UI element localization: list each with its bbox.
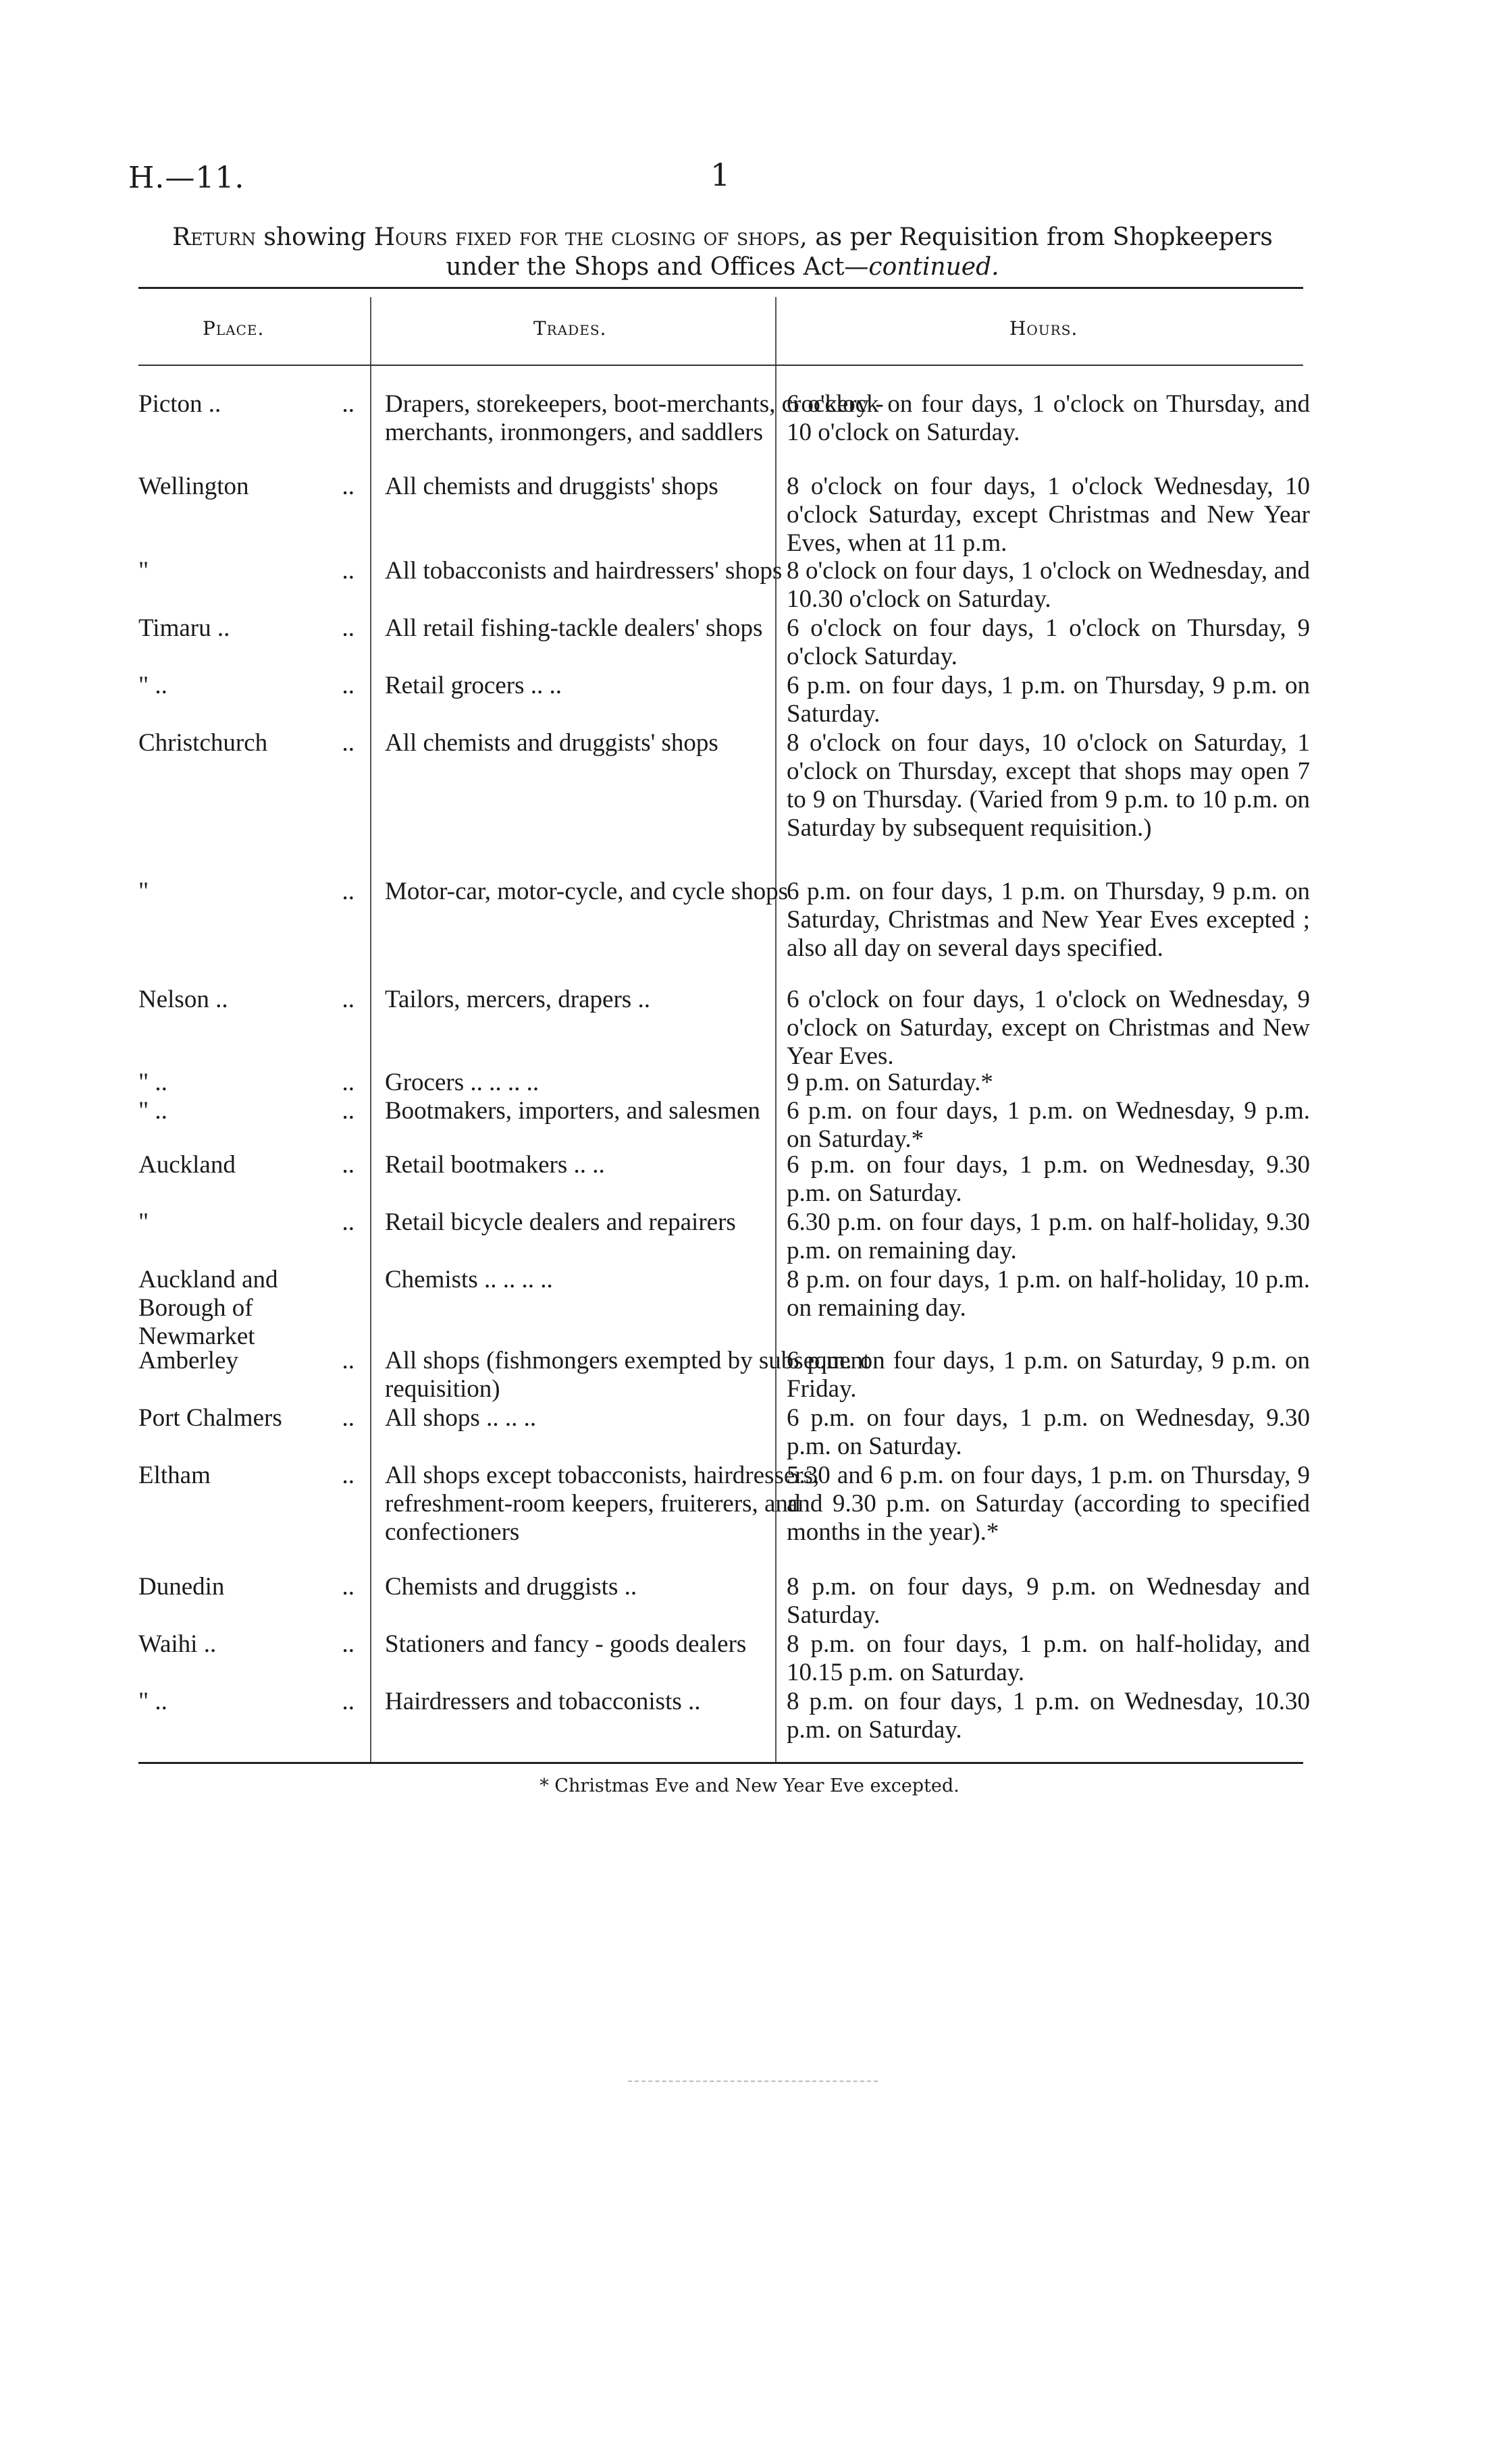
footnote: * Christmas Eve and New Year Eve excepted. <box>540 1775 959 1796</box>
trade-cell: Retail bicycle dealers and repairers <box>385 1208 736 1236</box>
place-cell: Eltham <box>138 1462 211 1489</box>
hours-cell: 6 p.m. on four days, 1 p.m. on Wednesday, 9.30 p.m. on Saturday. <box>787 1151 1310 1207</box>
place-cell: " .. <box>138 1097 167 1125</box>
column-divider-left <box>370 297 371 1762</box>
place-leader: .. <box>342 473 354 500</box>
place-leader: .. <box>342 1097 354 1125</box>
hours-cell: 6 o'clock on four days, 1 o'clock on Thursday, and 10 o'clock on Saturday. <box>787 390 1310 446</box>
place-cell: Wellington <box>138 473 249 500</box>
trade-cell: All chemists and druggists' shops <box>385 729 718 757</box>
hours-cell: 8 p.m. on four days, 1 p.m. on half-holiday, 10 p.m. on remaining day. <box>787 1266 1310 1322</box>
place-leader: .. <box>342 1462 354 1489</box>
hours-cell: 6 p.m. on four days, 1 p.m. on Thursday, 9 p.m. on Saturday, Christmas and New Year Eves excepted ; also all day on several days specified. <box>787 878 1310 962</box>
title-caps: Hours fixed for the closing of shops, <box>373 223 808 251</box>
place-cell: " <box>138 878 149 905</box>
place-leader: .. <box>342 672 354 699</box>
place-leader: .. <box>342 1573 354 1601</box>
place-leader: .. <box>342 390 354 418</box>
top-rule <box>138 287 1303 289</box>
trade-cell: Stationers and fancy - goods dealers <box>385 1630 747 1658</box>
hours-cell: 8 p.m. on four days, 9 p.m. on Wednesday and Saturday. <box>787 1573 1310 1629</box>
hours-cell: 8 o'clock on four days, 1 o'clock on Wednesday, and 10.30 o'clock on Saturday. <box>787 557 1310 613</box>
hours-cell: 6 p.m. on four days, 1 p.m. on Wednesday, 9 p.m. on Saturday.* <box>787 1097 1310 1153</box>
place-leader: .. <box>342 1069 354 1096</box>
trade-cell: Tailors, mercers, drapers .. <box>385 986 650 1013</box>
trade-cell: All retail fishing-tackle dealers' shops <box>385 614 763 642</box>
place-cell: Dunedin <box>138 1573 225 1601</box>
place-cell: Timaru .. <box>138 614 230 642</box>
place-cell: Picton .. <box>138 390 221 418</box>
hours-cell: 8 o'clock on four days, 1 o'clock Wednesday, 10 o'clock Saturday, except Christmas and New Year Eves, when at 11 p.m. <box>787 473 1310 557</box>
title-line2: under the Shops and Offices Act— <box>446 253 869 281</box>
trade-cell: Retail grocers .. .. <box>385 672 562 699</box>
bottom-rule <box>138 1762 1303 1764</box>
hours-cell: 6.30 p.m. on four days, 1 p.m. on half-holiday, 9.30 p.m. on remaining day. <box>787 1208 1310 1264</box>
trade-cell: All chemists and druggists' shops <box>385 473 718 500</box>
place-leader: .. <box>342 614 354 642</box>
title-continued: continued. <box>868 253 999 281</box>
place-leader: .. <box>342 557 354 585</box>
page-number: 1 <box>710 157 731 193</box>
place-leader: .. <box>342 1208 354 1236</box>
title-lead: Return <box>172 223 256 251</box>
title-mid: showing <box>255 223 374 251</box>
place-cell: " .. <box>138 1688 167 1715</box>
trade-cell: Drapers, storekeepers, boot-merchants, crockery - merchants, ironmongers, and saddlers <box>385 390 884 446</box>
place-leader: .. <box>342 1347 354 1374</box>
header-trades: Trades. <box>533 317 607 340</box>
place-cell: Amberley <box>138 1347 238 1374</box>
trade-cell: All shops .. .. .. <box>385 1404 537 1432</box>
place-cell: Waihi .. <box>138 1630 217 1658</box>
trade-cell: All shops except tobacconists, hairdressers, refreshment-room keepers, fruiterers, and confectioners <box>385 1462 820 1546</box>
hours-cell: 6 p.m. on four days, 1 p.m. on Wednesday, 9.30 p.m. on Saturday. <box>787 1404 1310 1460</box>
trade-cell: Grocers .. .. .. .. <box>385 1069 540 1096</box>
place-cell: Auckland <box>138 1151 236 1179</box>
header-hours: Hours. <box>1009 317 1078 340</box>
place-leader: .. <box>342 1151 354 1179</box>
trade-cell: Retail bootmakers .. .. <box>385 1151 605 1179</box>
title-rest: as per Requisition from Shopkeepers <box>807 223 1273 251</box>
place-leader: .. <box>342 986 354 1013</box>
place-leader: .. <box>342 1630 354 1658</box>
table-title <box>135 223 1310 282</box>
trade-cell: Chemists .. .. .. .. <box>385 1266 553 1293</box>
hours-cell: 6 o'clock on four days, 1 o'clock on Thursday, 9 o'clock Saturday. <box>787 614 1310 670</box>
place-cell: Auckland and Borough of Newmarket <box>138 1266 278 1350</box>
trade-cell: All shops (fishmongers exempted by subsequent requisition) <box>385 1347 870 1403</box>
trade-cell: Bootmakers, importers, and salesmen <box>385 1097 760 1125</box>
hours-cell: 6 p.m. on four days, 1 p.m. on Saturday, 9 p.m. on Friday. <box>787 1347 1310 1403</box>
place-cell: Port Chalmers <box>138 1404 282 1432</box>
hours-cell: 6 o'clock on four days, 1 o'clock on Wednesday, 9 o'clock on Saturday, except on Christmas and New Year Eves. <box>787 986 1310 1070</box>
trade-cell: Chemists and druggists .. <box>385 1573 637 1601</box>
place-leader: .. <box>342 878 354 905</box>
place-cell: " <box>138 1208 149 1236</box>
hours-cell: 6 p.m. on four days, 1 p.m. on Thursday, 9 p.m. on Saturday. <box>787 672 1310 728</box>
trade-cell: Hairdressers and tobacconists .. <box>385 1688 701 1715</box>
header-place: Place. <box>203 317 265 340</box>
place-cell: " <box>138 557 149 585</box>
place-cell: " .. <box>138 1069 167 1096</box>
hours-cell: 9 p.m. on Saturday.* <box>787 1069 993 1096</box>
trade-cell: All tobacconists and hairdressers' shops <box>385 557 783 585</box>
decorative-rule <box>628 2081 878 2082</box>
place-leader: .. <box>342 729 354 757</box>
trade-cell: Motor-car, motor-cycle, and cycle shops <box>385 878 789 905</box>
header-rule <box>138 365 1303 366</box>
place-cell: Christchurch <box>138 729 268 757</box>
place-leader: .. <box>342 1688 354 1715</box>
hours-cell: 8 p.m. on four days, 1 p.m. on half-holiday, and 10.15 p.m. on Saturday. <box>787 1630 1310 1686</box>
place-cell: " .. <box>138 672 167 699</box>
hours-cell: 8 p.m. on four days, 1 p.m. on Wednesday, 10.30 p.m. on Saturday. <box>787 1688 1310 1744</box>
hours-cell: 5.30 and 6 p.m. on four days, 1 p.m. on Thursday, 9 and 9.30 p.m. on Saturday (according to specified months in the year).* <box>787 1462 1310 1546</box>
place-leader: .. <box>342 1404 354 1432</box>
place-cell: Nelson .. <box>138 986 228 1013</box>
page-ref: H.—11. <box>128 161 245 195</box>
hours-cell: 8 o'clock on four days, 10 o'clock on Saturday, 1 o'clock on Thursday, except that shops may open 7 to 9 on Thursday. (Varied from 9 p.m. to 10 p.m. on Saturday by subsequent requisition.) <box>787 729 1310 842</box>
